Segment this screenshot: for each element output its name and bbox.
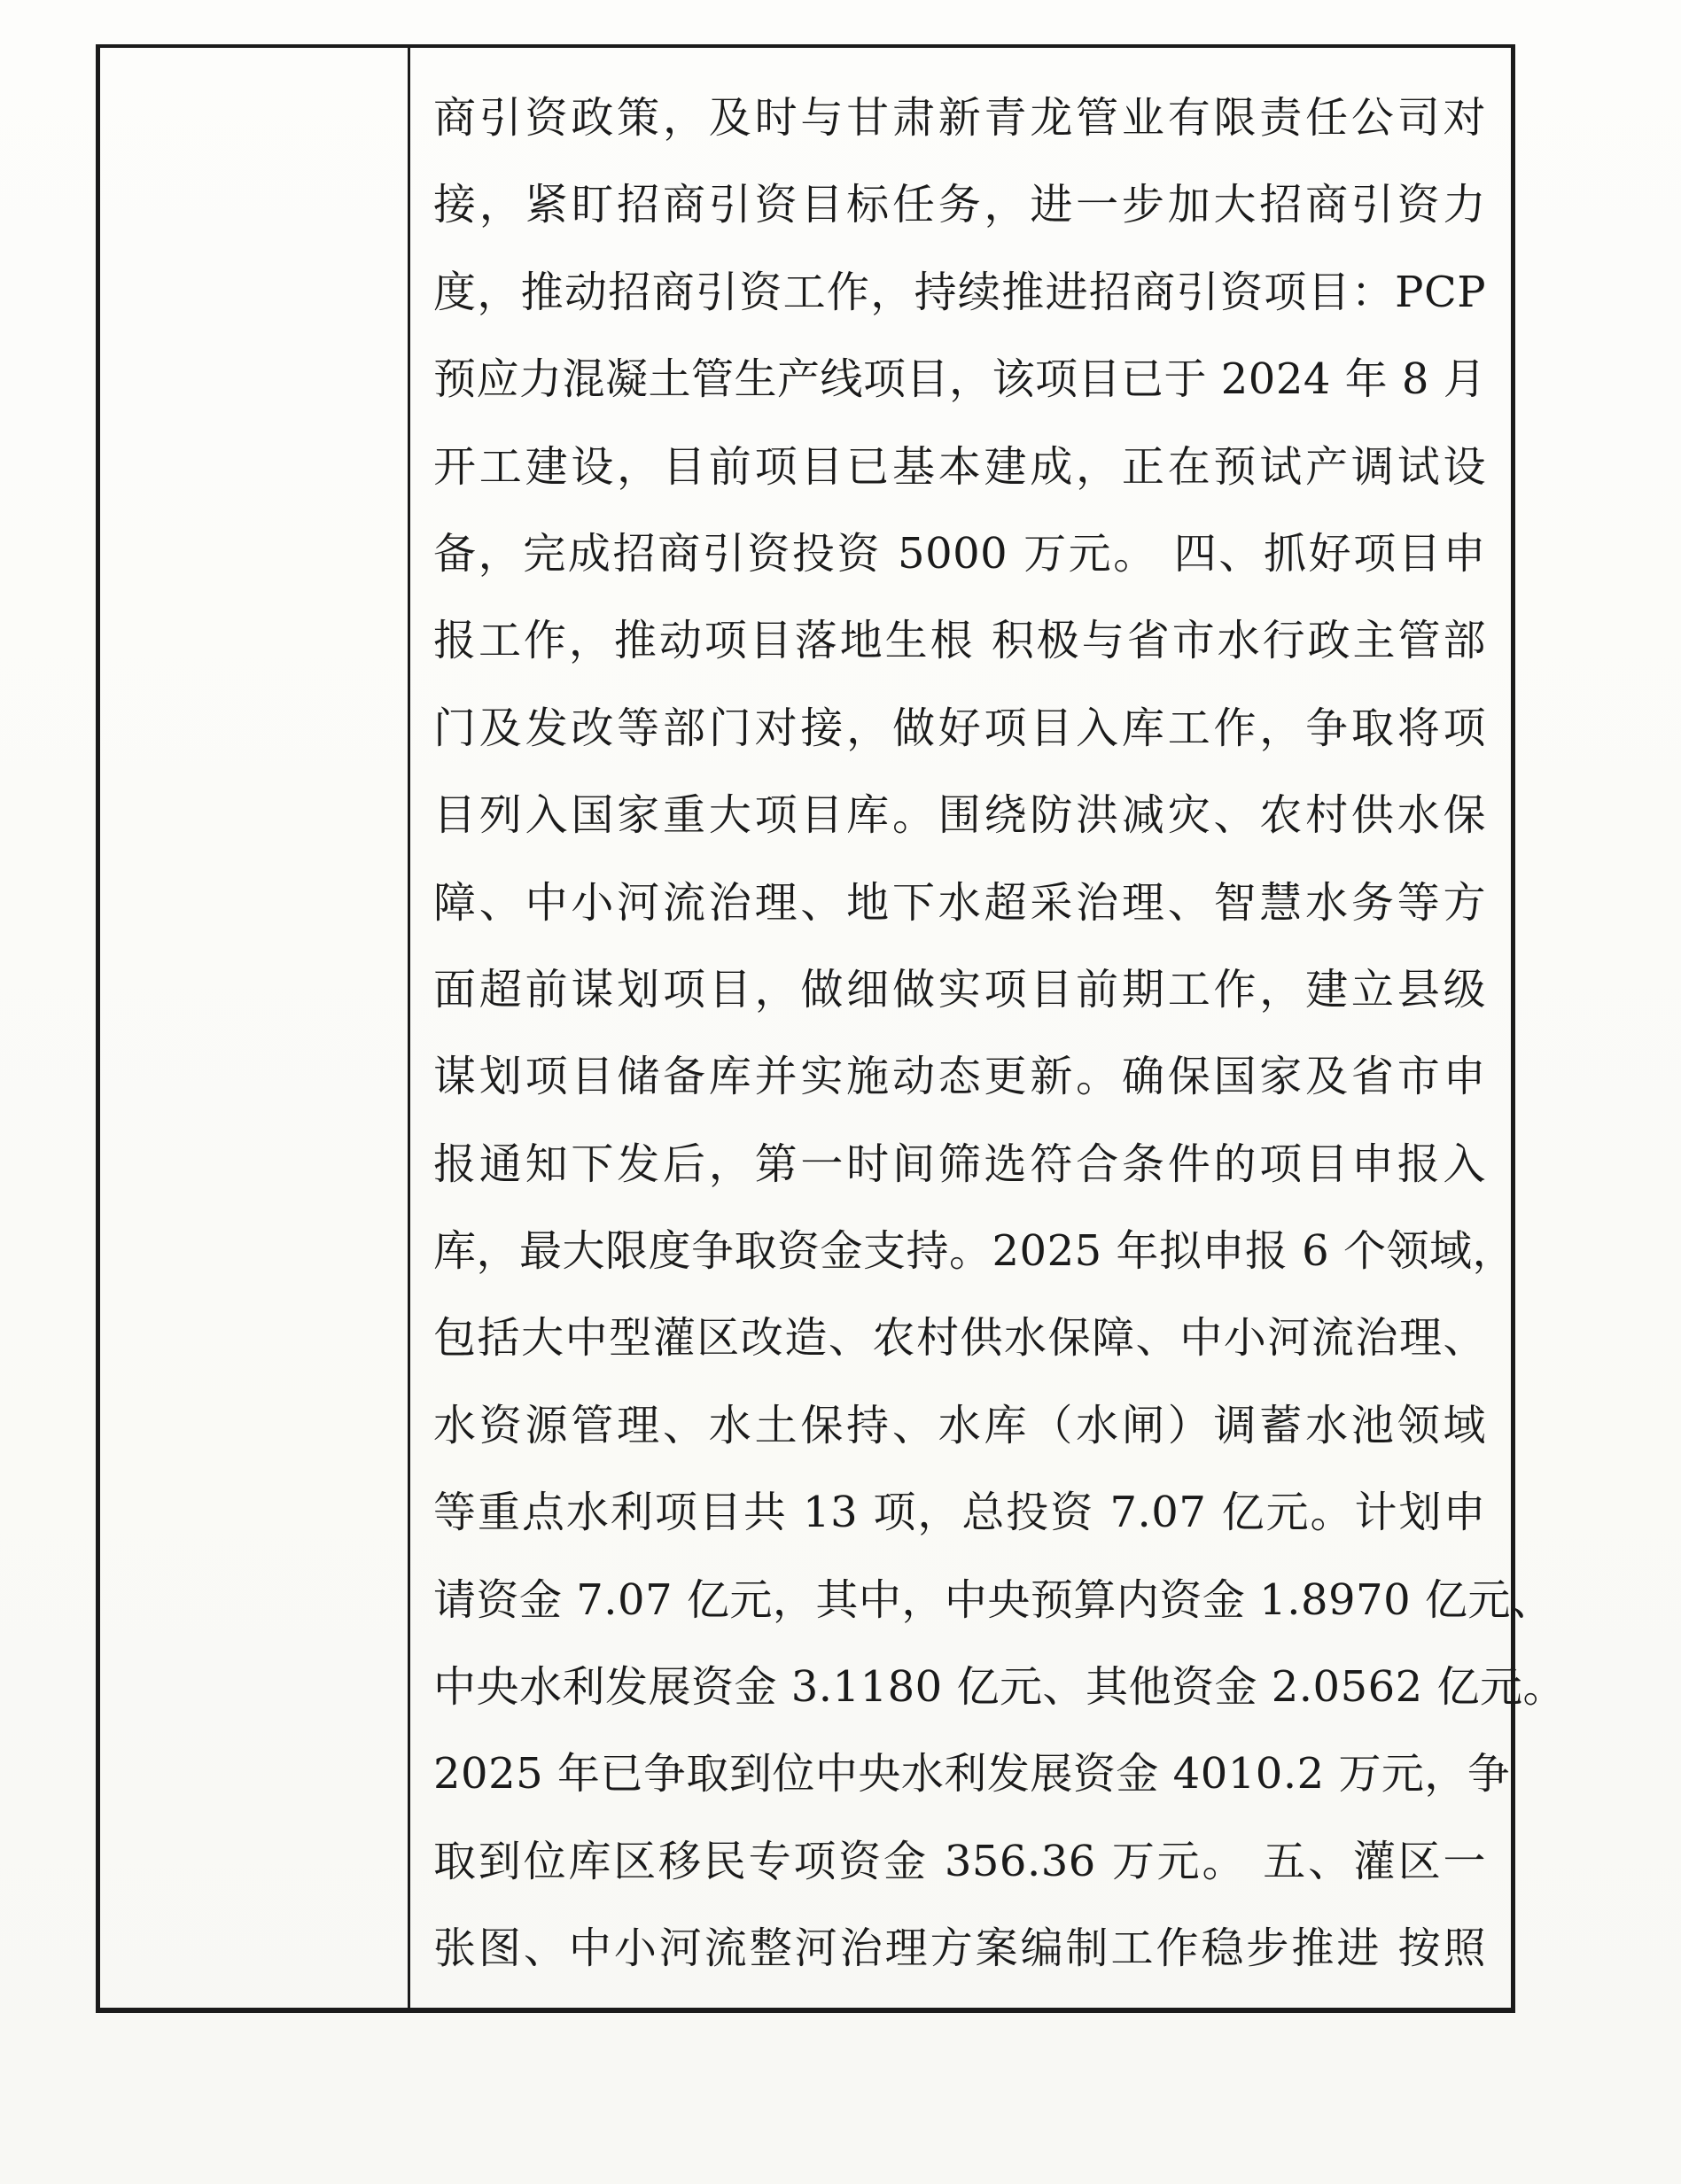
text-line: 报通知下发后，第一时间筛选符合条件的项目申报入	[433, 1139, 1486, 1189]
text-line: 包括大中型灌区改造、农村供水保障、中小河流治理、	[433, 1313, 1486, 1364]
text-line: 等重点水利项目共 13 项，总投资 7.07 亿元。计划申	[433, 1488, 1486, 1538]
text-line: 2025 年已争取到位中央水利发展资金 4010.2 万元，争	[433, 1749, 1511, 1799]
text-line: 请资金 7.07 亿元，其中，中央预算内资金 1.8970 亿元、	[433, 1574, 1554, 1625]
text-line: 库，最大限度争取资金支持。2025 年拟申报 6 个领域，	[433, 1226, 1515, 1277]
table-left-cell	[100, 48, 410, 2008]
text-line: 障、中小河流治理、地下水超采治理、智慧水务等方	[433, 877, 1486, 928]
text-line: 报工作，推动项目落地生根 积极与省市水行政主管部	[433, 616, 1486, 666]
text-line: 面超前谋划项目，做细做实项目前期工作，建立县级	[433, 964, 1486, 1014]
table-content-cell	[410, 48, 1566, 2008]
text-line: 水资源管理、水土保持、水库（水闸）调蓄水池领域	[433, 1400, 1486, 1450]
text-line: 预应力混凝土管生产线项目，该项目已于 2024 年 8 月	[433, 354, 1487, 405]
text-line: 取到位库区移民专项资金 356.36 万元。 五、灌区一	[433, 1836, 1486, 1886]
document-table	[96, 44, 1566, 2013]
text-line: 开工建设，目前项目已基本建成，正在预试产调试设	[433, 441, 1486, 492]
text-line: 度，推动招商引资工作，持续推进招商引资项目：PCP	[433, 267, 1486, 317]
text-line: 中央水利发展资金 3.1180 亿元、其他资金 2.0562 亿元。	[433, 1662, 1566, 1713]
text-line: 目列入国家重大项目库。围绕防洪减灾、农村供水保	[433, 790, 1486, 841]
text-line: 张图、中小河流整河治理方案编制工作稳步推进 按照	[433, 1924, 1486, 1974]
text-line: 谋划项目储备库并实施动态更新。确保国家及省市申	[433, 1052, 1486, 1102]
text-line: 备，完成招商引资投资 5000 万元。 四、抓好项目申	[433, 528, 1486, 579]
text-line: 接，紧盯招商引资目标任务，进一步加大招商引资力	[433, 180, 1486, 230]
text-line: 商引资政策，及时与甘肃新青龙管业有限责任公司对	[433, 93, 1486, 143]
text-line: 门及发改等部门对接，做好项目入库工作，争取将项	[433, 703, 1486, 753]
body-text	[433, 74, 1566, 1993]
